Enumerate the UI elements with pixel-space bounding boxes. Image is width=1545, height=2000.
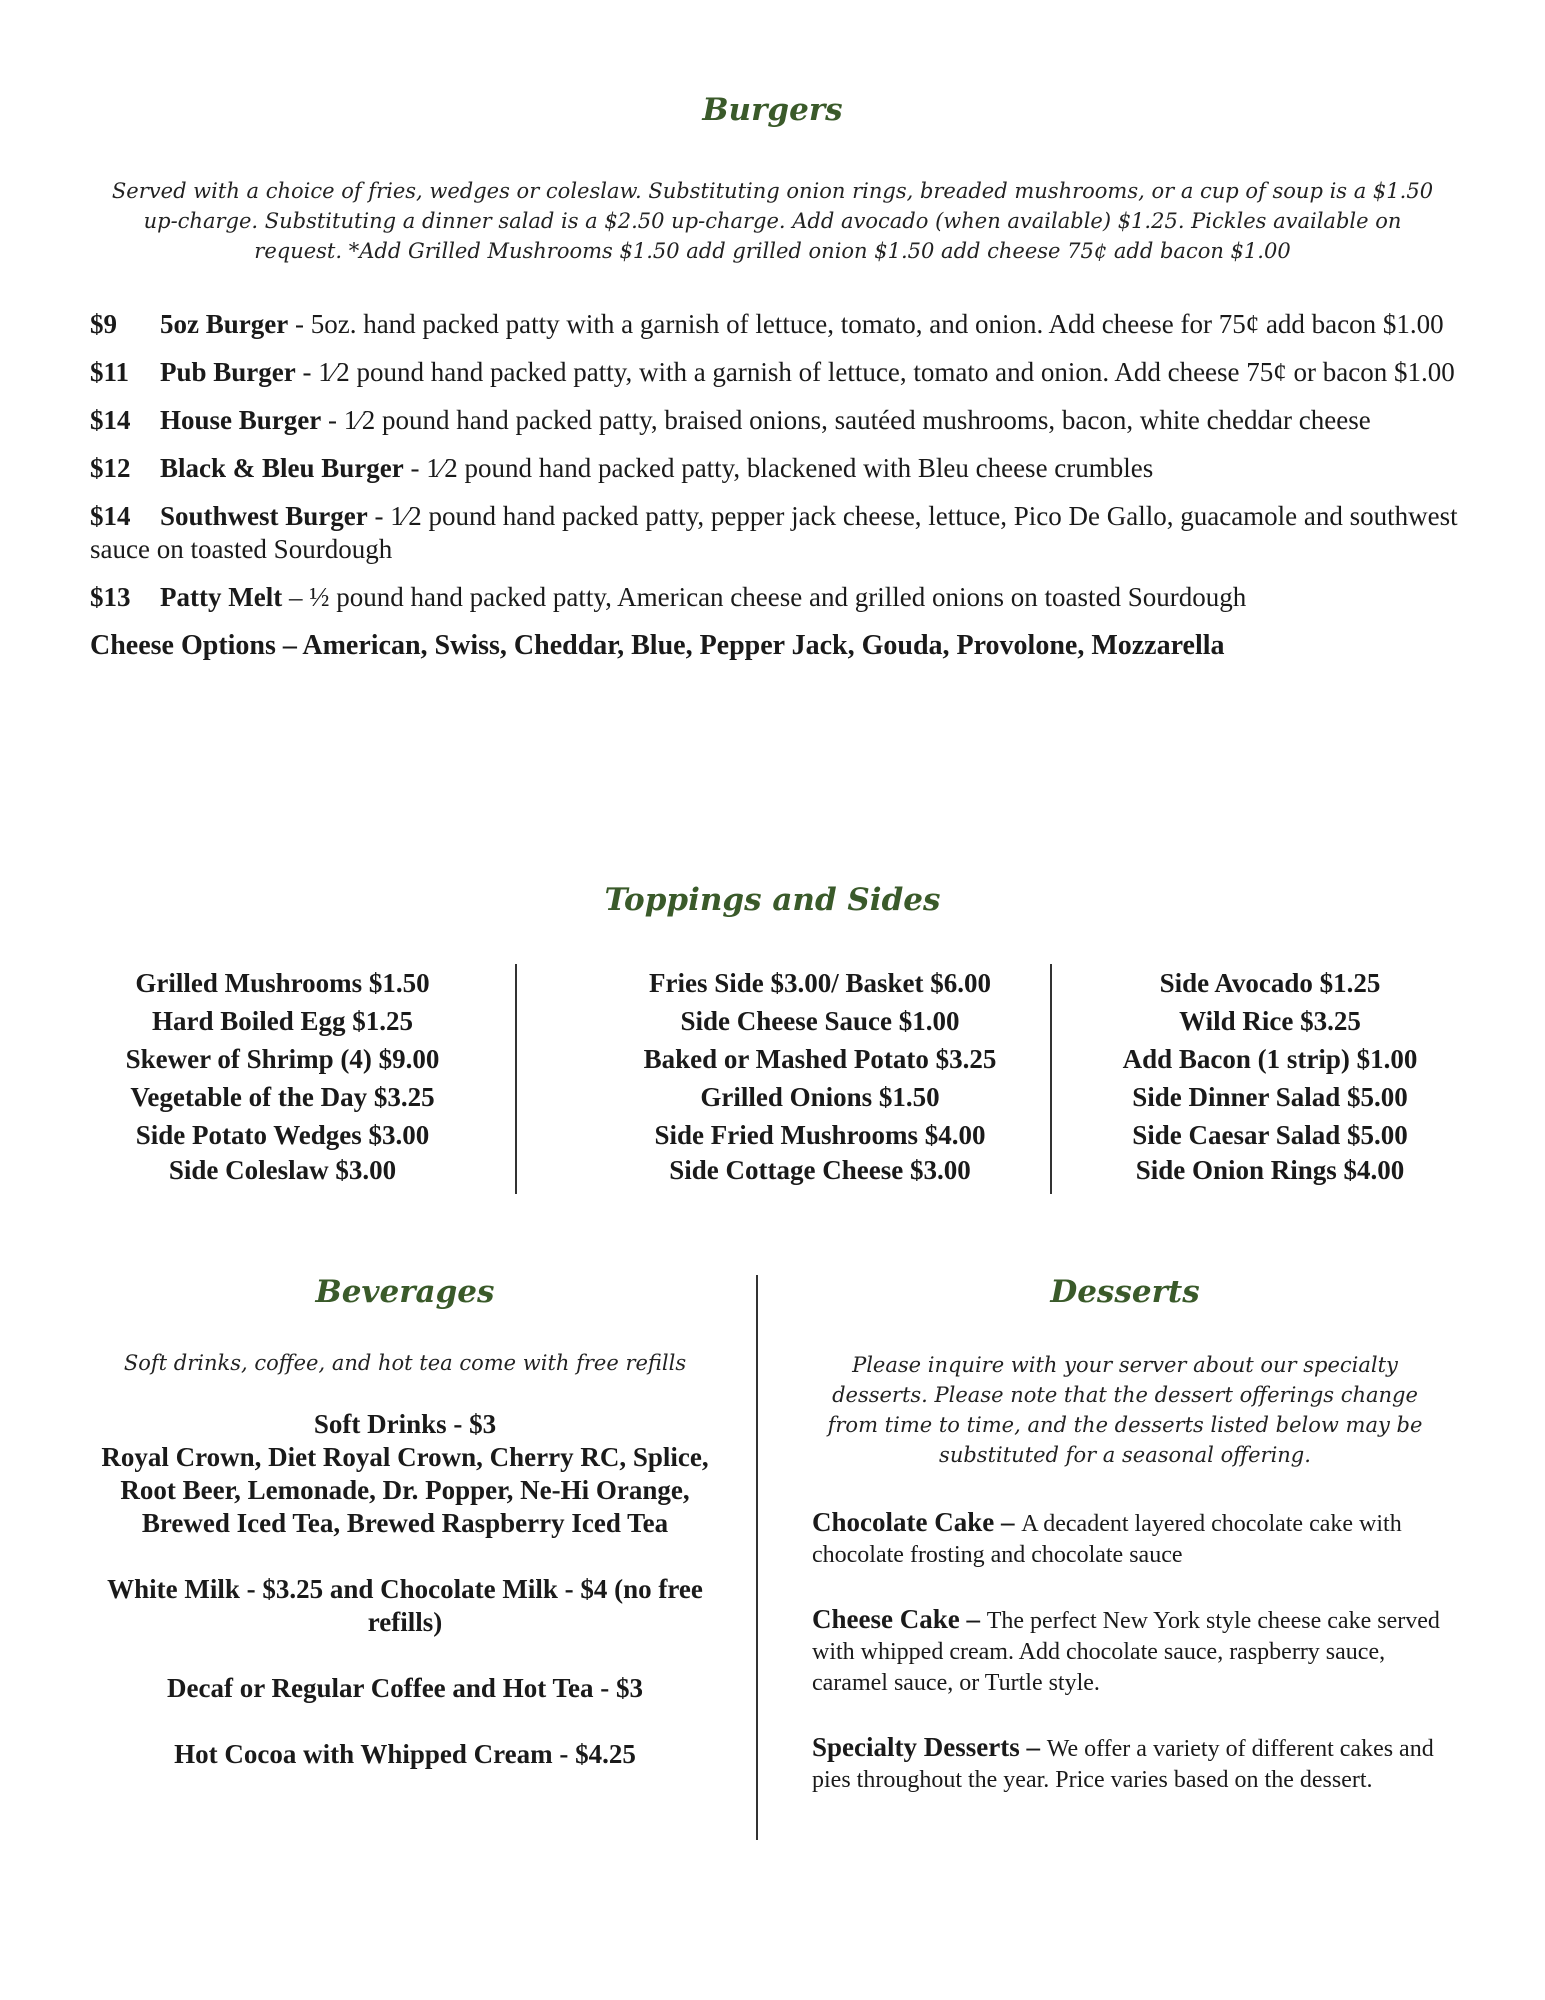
burger-name: Southwest Burger (160, 501, 368, 531)
burger-item (90, 500, 1460, 566)
topping-item: Side Cottage Cheese $3.00 (669, 1155, 971, 1185)
topping-item: Side Dinner Salad $5.00 (1132, 1082, 1408, 1112)
burger-description: 1⁄2 pound hand packed patty, braised onions, sautéed mushrooms, bacon, white cheddar cheese (343, 405, 1371, 435)
burger-list (90, 308, 1460, 662)
beverages-list (80, 1408, 730, 1804)
dessert-separator: – (994, 1507, 1022, 1537)
topping-item: Vegetable of the Day $3.25 (130, 1082, 435, 1112)
topping-item: Fries Side $3.00/ Basket $6.00 (649, 968, 991, 998)
toppings-heading: Toppings and Sides (604, 882, 941, 918)
burger-name: 5oz Burger (160, 309, 289, 339)
dessert-name: Specialty Desserts (812, 1732, 1020, 1762)
dessert-separator: – (959, 1604, 987, 1634)
burger-name: House Burger (160, 405, 322, 435)
burger-separator: – (282, 582, 310, 612)
topping-item: Wild Rice $3.25 (1179, 1006, 1361, 1036)
dessert-separator: – (1019, 1732, 1047, 1762)
toppings-column-3 (1080, 964, 1460, 1186)
burger-item (90, 452, 1460, 485)
topping-item: Baked or Mashed Potato $3.25 (643, 1044, 997, 1074)
soft-drinks-title: Soft Drinks - $3 (313, 1409, 497, 1439)
cocoa-item: Hot Cocoa with Whipped Cream - $4.25 (174, 1739, 636, 1769)
toppings-column-1 (90, 964, 475, 1186)
burger-description: 5oz. hand packed patty with a garnish of lettuce, tomato, and onion. Add cheese for 75¢ add bacon $1.00 (310, 309, 1444, 339)
topping-item: Skewer of Shrimp (4) $9.00 (125, 1044, 440, 1074)
burger-item (90, 581, 1460, 614)
burger-description: 1⁄2 pound hand packed patty, pepper jack cheese, lettuce, Pico De Gallo, guacamole and southwest sauce on toasted Sourdough (90, 501, 1458, 564)
topping-item: Side Fried Mushrooms $4.00 (654, 1120, 986, 1150)
burgers-heading: Burgers (702, 92, 843, 128)
burger-price: $12 (90, 453, 131, 483)
milk-item: White Milk - $3.25 and Chocolate Milk - $4 (no free refills) (107, 1574, 703, 1637)
burger-price: $13 (90, 582, 131, 612)
burger-separator: - (403, 453, 427, 483)
soft-drinks-list: Royal Crown, Diet Royal Crown, Cherry RC, Splice, Root Beer, Lemonade, Dr. Popper, Ne-Hi Orange, Brewed Iced Tea, Brewed Raspberry Iced Tea (101, 1442, 709, 1538)
burger-price: $11 (90, 357, 130, 387)
burger-item (90, 404, 1460, 437)
desserts-list (812, 1507, 1452, 1829)
topping-item: Hard Boiled Egg $1.25 (151, 1006, 414, 1036)
topping-item: Side Coleslaw $3.00 (168, 1155, 397, 1185)
desserts-heading: Desserts (1050, 1274, 1200, 1310)
topping-item: Side Cheese Sauce $1.00 (680, 1006, 960, 1036)
burger-separator: - (295, 357, 319, 387)
burger-description: ½ pound hand packed patty, American cheese and grilled onions on toasted Sourdough (309, 582, 1247, 612)
dessert-name: Chocolate Cake (812, 1507, 995, 1537)
desserts-note: Please inquire with your server about our specialty desserts. Please note that the dessert offerings change from time to time, and the desserts listed below may be substituted for a seasonal offering. (827, 1353, 1423, 1467)
dessert-item (812, 1507, 1452, 1571)
burger-name: Black & Bleu Burger (160, 453, 404, 483)
topping-item: Side Caesar Salad $5.00 (1132, 1120, 1408, 1150)
section-divider (756, 1275, 758, 1840)
topping-item: Add Bacon (1 strip) $1.00 (1122, 1044, 1418, 1074)
topping-item: Grilled Mushrooms $1.50 (135, 968, 430, 998)
topping-item: Side Potato Wedges $3.00 (135, 1120, 430, 1150)
burger-name: Pub Burger (160, 357, 296, 387)
burger-separator: - (321, 405, 344, 435)
dessert-item (812, 1732, 1452, 1796)
column-divider (1050, 964, 1052, 1194)
burger-name: Patty Melt (160, 582, 283, 612)
beverages-heading: Beverages (315, 1274, 495, 1310)
topping-item: Side Avocado $1.25 (1159, 968, 1381, 998)
burgers-note: Served with a choice of fries, wedges or coleslaw. Substituting onion rings, breaded mushrooms, or a cup of soup is a $1.50 up-charge. Substituting a dinner salad is a $2.50 up-charge. Add avocado (when available) $1.25. Pickles available on request. *Add Grilled Mushrooms $1.50 add grilled onion $1.50 add cheese 75¢ add bacon $1.00 (111, 179, 1434, 263)
cheese-options: Cheese Options – American, Swiss, Cheddar, Blue, Pepper Jack, Gouda, Provolone, Mozzarella (90, 630, 1225, 661)
dessert-item (812, 1604, 1452, 1699)
dessert-description: A decadent layered chocolate cake with chocolate frosting and chocolate sauce (812, 1511, 1402, 1568)
burger-price: $9 (90, 309, 117, 339)
dessert-description: The perfect New York style cheese cake served with whipped cream. Add chocolate sauce, raspberry sauce, caramel sauce, or Turtle style. (812, 1608, 1440, 1696)
topping-item: Grilled Onions $1.50 (700, 1082, 940, 1112)
burger-price: $14 (90, 405, 131, 435)
burger-separator: - (367, 501, 391, 531)
burger-description: 1⁄2 pound hand packed patty, with a garnish of lettuce, tomato and onion. Add cheese 75¢ or bacon $1.00 (318, 357, 1455, 387)
toppings-grid (90, 964, 1450, 1192)
burger-item (90, 356, 1460, 389)
dessert-description: We offer a variety of different cakes and pies throughout the year. Price varies based on the dessert. (812, 1736, 1434, 1793)
burger-separator: - (288, 309, 311, 339)
burger-item (90, 308, 1460, 341)
soft-drinks-block (80, 1408, 730, 1540)
column-divider (515, 964, 517, 1194)
burger-description: 1⁄2 pound hand packed patty, blackened with Bleu cheese crumbles (426, 453, 1154, 483)
coffee-item: Decaf or Regular Coffee and Hot Tea - $3 (167, 1673, 643, 1703)
topping-item: Side Onion Rings $4.00 (1135, 1155, 1405, 1185)
burger-price: $14 (90, 501, 131, 531)
beverages-note: Soft drinks, coffee, and hot tea come with free refills (123, 1351, 687, 1375)
dessert-name: Cheese Cake (812, 1604, 960, 1634)
toppings-column-2 (560, 964, 1080, 1186)
